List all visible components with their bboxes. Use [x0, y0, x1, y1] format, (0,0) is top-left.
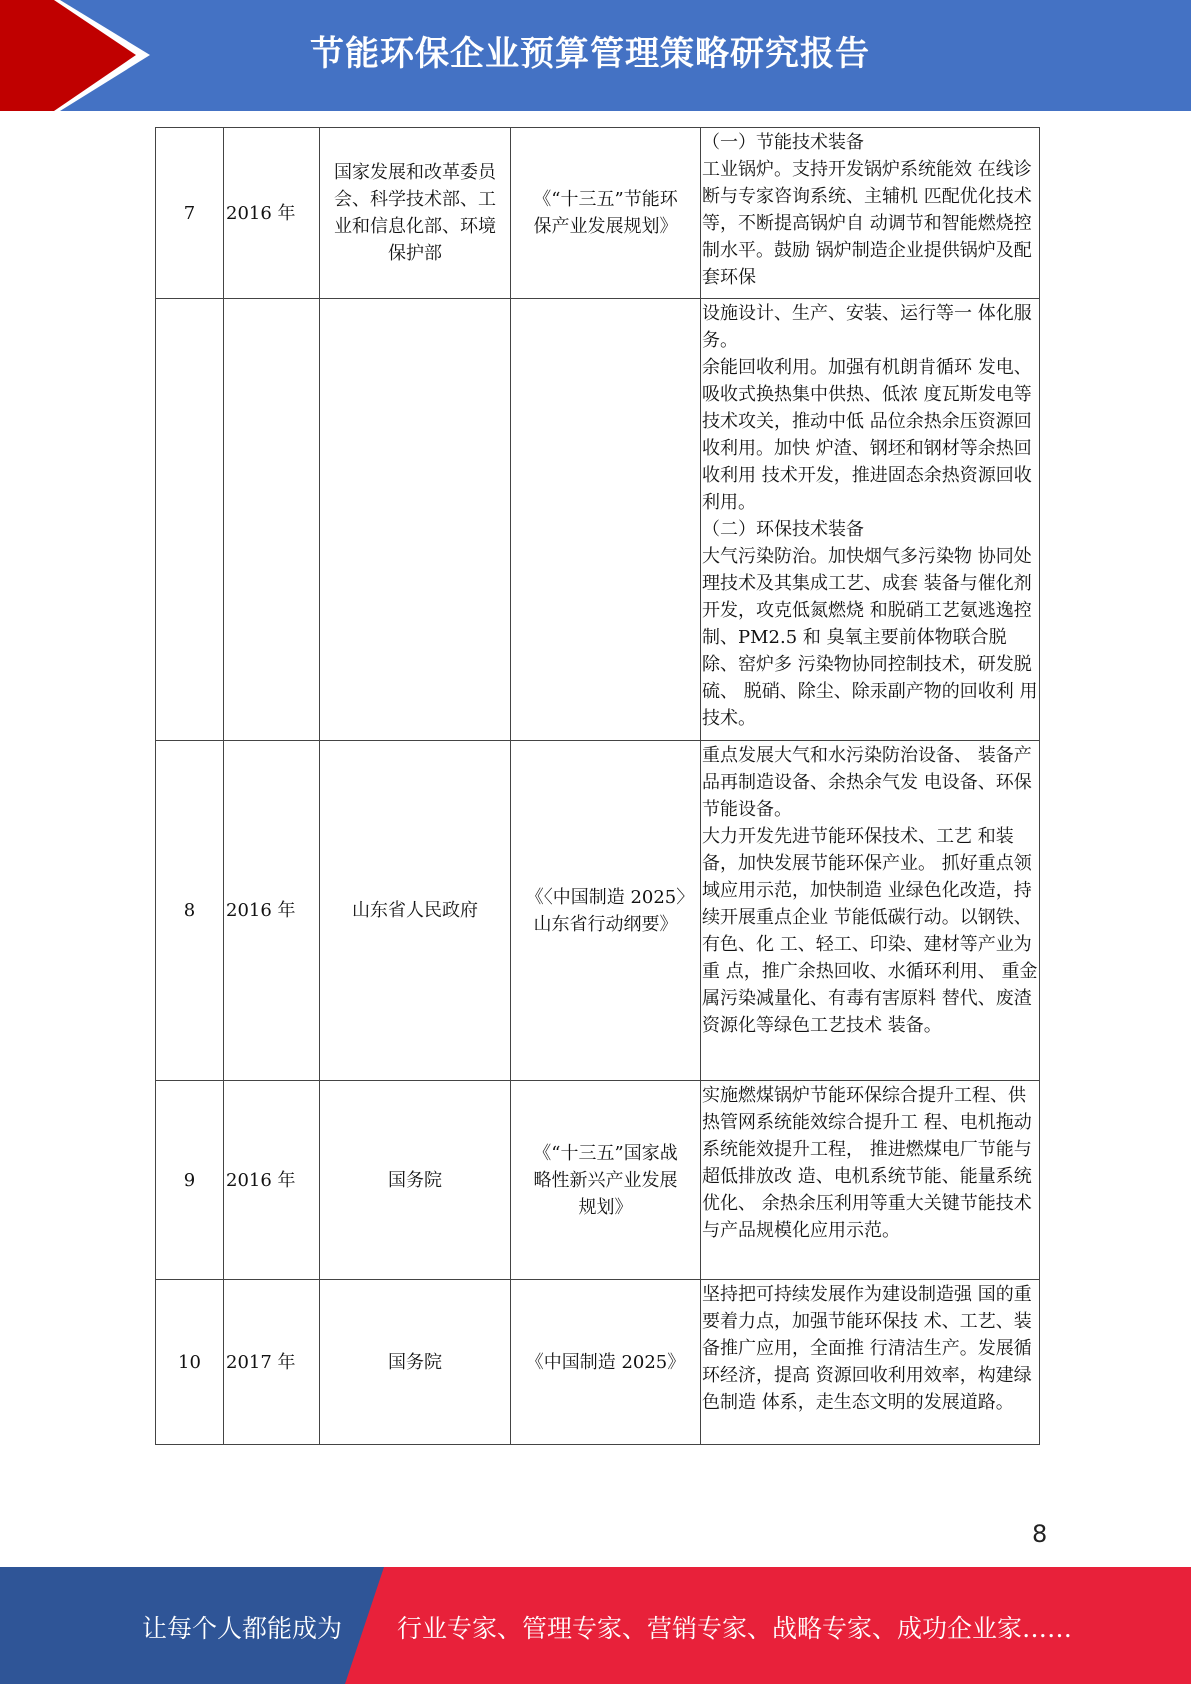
row-year — [224, 299, 320, 741]
row-year: 2017 年 — [224, 1280, 320, 1445]
row-number: 9 — [156, 1081, 224, 1280]
table-row — [156, 1280, 1040, 1445]
row-year: 2016 年 — [224, 741, 320, 1081]
row-number: 10 — [156, 1280, 224, 1445]
table-row — [156, 299, 1040, 741]
page-title: 节能环保企业预算管理策略研究报告 — [310, 34, 870, 74]
row-department: 国务院 — [320, 1280, 511, 1445]
row-number: 7 — [156, 128, 224, 299]
chevron-logo-icon — [0, 0, 160, 111]
row-content: （一）节能技术装备 工业锅炉。支持开发锅炉系统能效 在线诊断与专家咨询系统、主辅机 匹配优化技术等，不断提高锅炉自 动调节和智能燃烧控制水平。鼓励 锅炉制造企业提供锅炉及配套环保 — [701, 128, 1040, 299]
row-department: 国务院 — [320, 1081, 511, 1280]
row-document: 《〈中国制造 2025〉山东省行动纲要》 — [511, 741, 701, 1081]
row-content: 坚持把可持续发展作为建设制造强 国的重要着力点，加强节能环保技 术、工艺、装备推广应用，全面推 行清洁生产。发展循环经济，提高 资源回收利用效率，构建绿色制造 体系，走生态文明的发展道路。 — [701, 1280, 1040, 1445]
row-document: 《中国制造 2025》 — [511, 1280, 701, 1445]
footer-banner — [0, 1567, 1191, 1684]
row-department — [320, 299, 511, 741]
row-year: 2016 年 — [224, 128, 320, 299]
row-department: 山东省人民政府 — [320, 741, 511, 1081]
row-document: 《“十三五”国家战略性新兴产业发展规划》 — [511, 1081, 701, 1280]
footer-slogan-left: 让每个人都能成为 — [142, 1614, 343, 1643]
row-year: 2016 年 — [224, 1081, 320, 1280]
header-banner — [0, 0, 1191, 111]
page-number: 8 — [1032, 1520, 1048, 1548]
table-row — [156, 1081, 1040, 1280]
table-row — [156, 128, 1040, 299]
footer-slogan-right: 行业专家、管理专家、营销专家、战略专家、成功企业家…… — [397, 1614, 1073, 1643]
row-content: 重点发展大气和水污染防治设备、 装备产品再制造设备、余热余气发 电设备、环保节能设备。 大力开发先进节能环保技术、工艺 和装备，加快发展节能环保产业。 抓好重点领域应用示范，加快制造 业绿色化改造，持续开展重点企业 节能低碳行动。以钢铁、有色、化 工、轻工、印染、建材等产业为重 点，推广余热回收、水循环利用、 重金属污染减量化、有毒有害原料 替代、废渣资源化等绿色工艺技术 装备。 — [701, 741, 1040, 1081]
policy-table — [155, 127, 1040, 1445]
row-content: 实施燃煤锅炉节能环保综合提升工程、供热管网系统能效综合提升工 程、电机拖动系统能效提升工程， 推进燃煤电厂节能与超低排放改 造、电机系统节能、能量系统优化、 余热余压利用等重大关键节能技术 与产品规模化应用示范。 — [701, 1081, 1040, 1280]
row-content: 设施设计、生产、安装、运行等一 体化服务。 余能回收利用。加强有机朗肯循环 发电、吸收式换热集中供热、低浓 度瓦斯发电等技术攻关，推动中低 品位余热余压资源回收利用。加快 炉渣、钢坯和钢材等余热回收利用 技术开发，推进固态余热资源回收 利用。 （二）环保技术装备 大气污染防治。加快烟气多污染物 协同处理技术及其集成工艺、成套 装备与催化剂开发，攻克低氮燃烧 和脱硝工艺氨逃逸控制、PM2.5 和 臭氧主要前体物联合脱除、窑炉多 污染物协同控制技术，研发脱硫、 脱硝、除尘、除汞副产物的回收利 用技术。 — [701, 299, 1040, 741]
row-department: 国家发展和改革委员会、科学技术部、工业和信息化部、环境保护部 — [320, 128, 511, 299]
table-row — [156, 741, 1040, 1081]
row-number — [156, 299, 224, 741]
row-document — [511, 299, 701, 741]
row-document: 《“十三五”节能环保产业发展规划》 — [511, 128, 701, 299]
row-number: 8 — [156, 741, 224, 1081]
